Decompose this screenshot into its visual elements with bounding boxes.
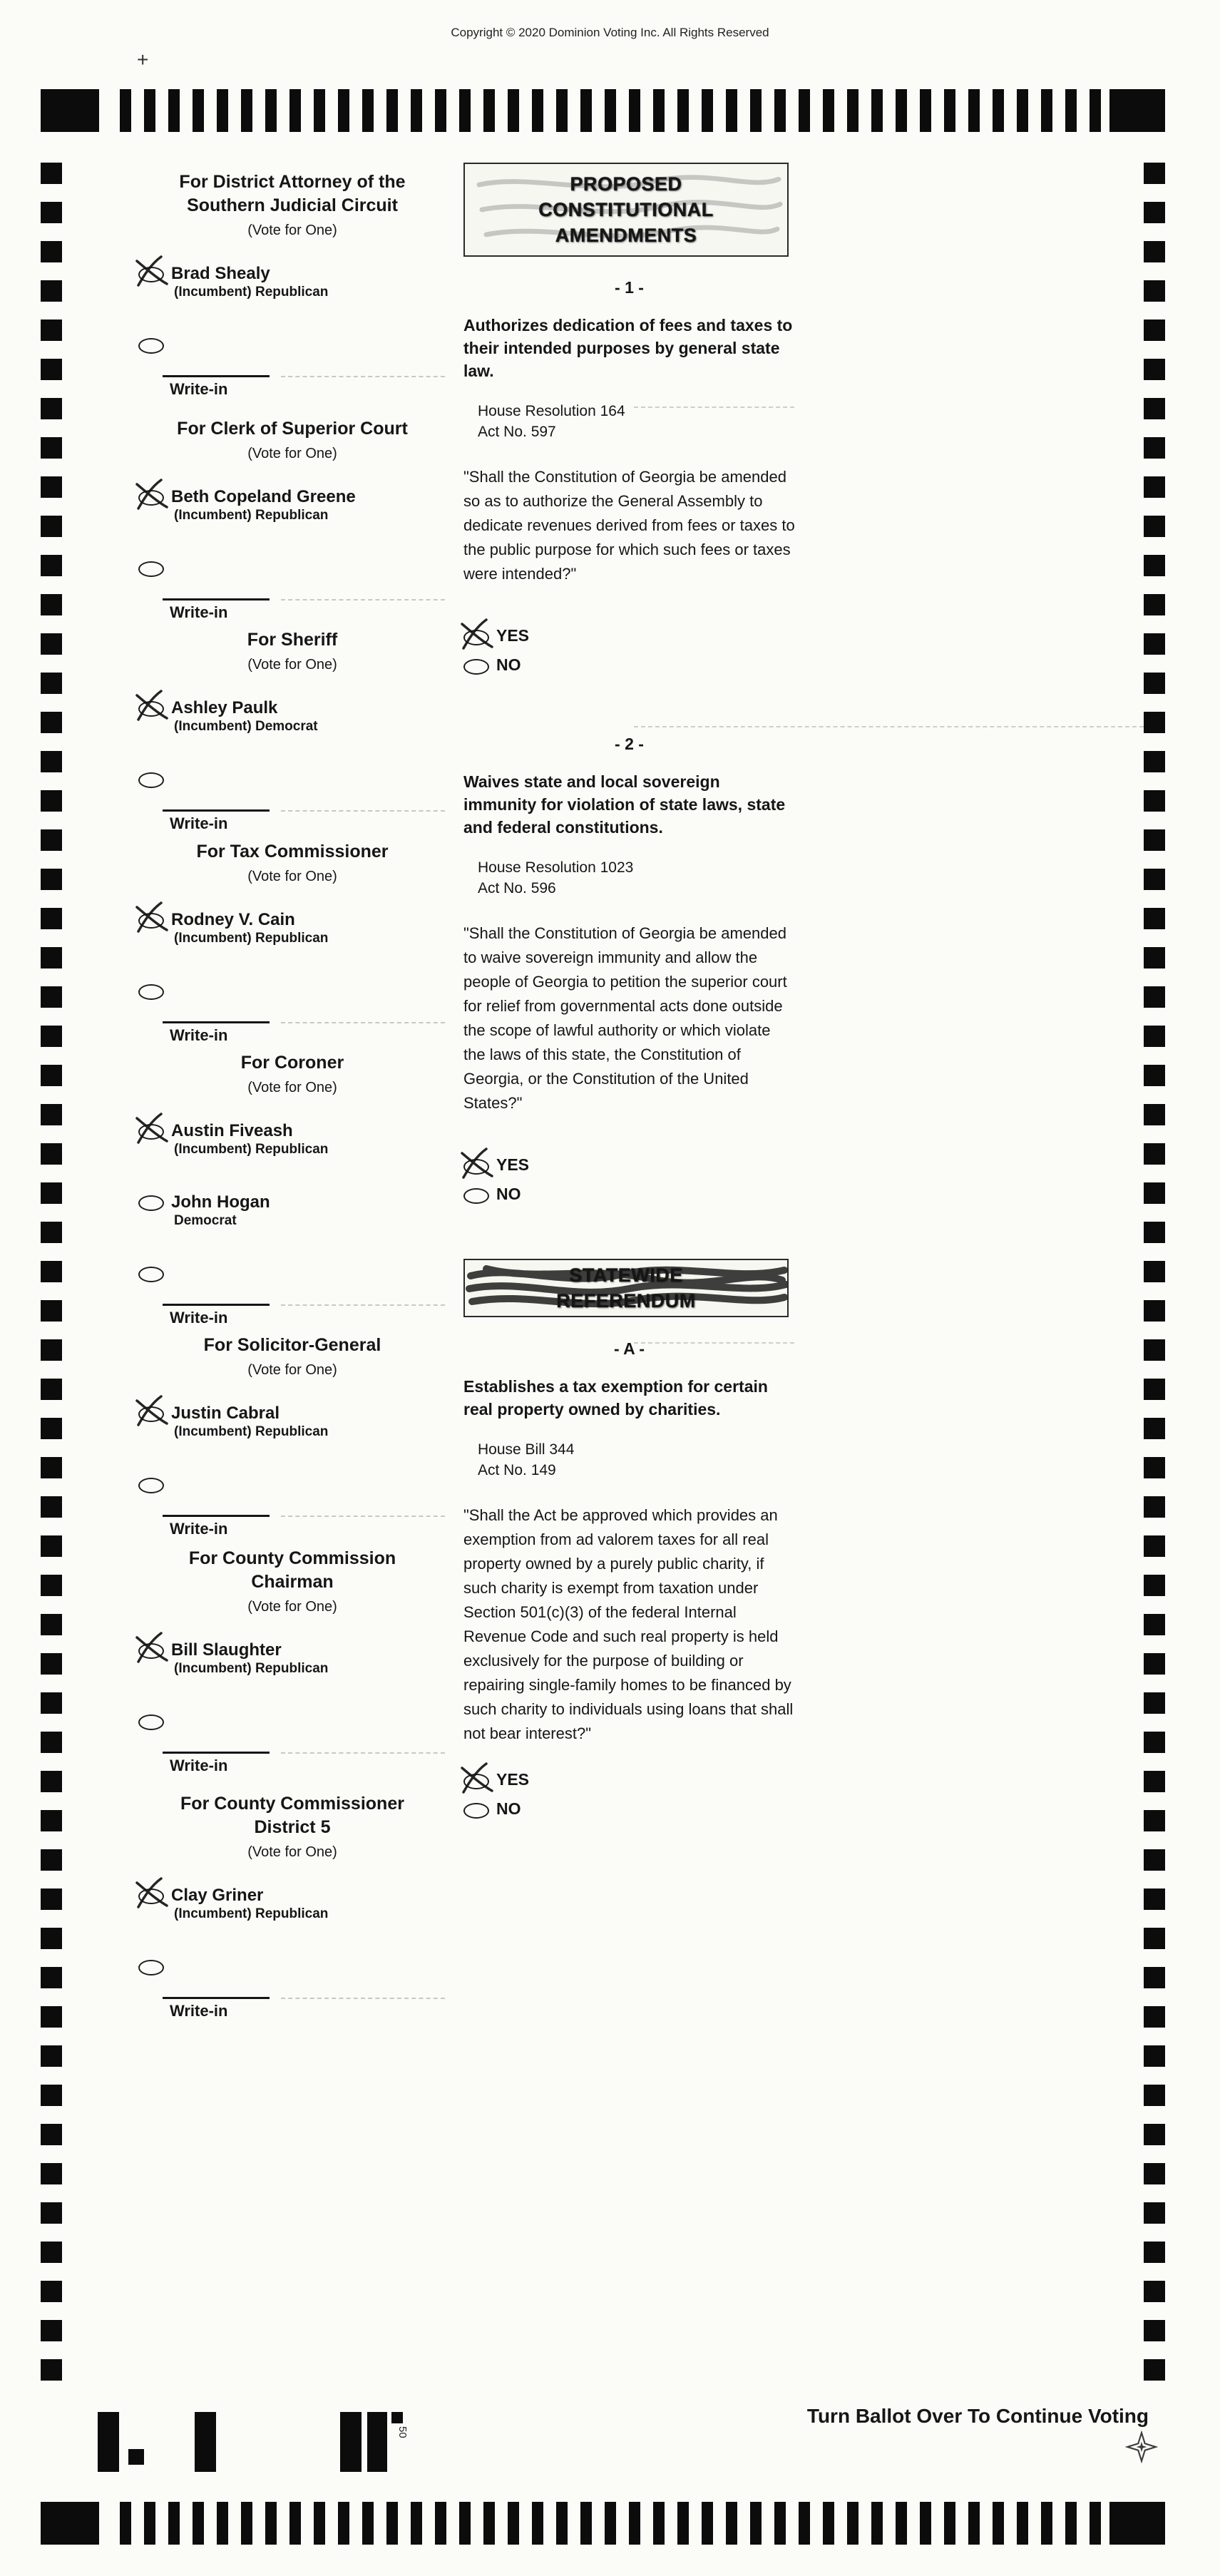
measure-section: [463, 733, 795, 1204]
ballot-oval[interactable]: [463, 659, 489, 675]
oval-wrap: [138, 1195, 164, 1211]
referendum-header-box: [463, 1259, 789, 1317]
ballot-oval[interactable]: [138, 1406, 164, 1422]
oval-wrap: [138, 1406, 164, 1422]
ballot-oval[interactable]: [138, 1960, 164, 1976]
registration-plus-mark: +: [137, 48, 149, 71]
race-title: For Clerk of Superior Court: [177, 419, 408, 439]
candidate-info: [171, 487, 356, 524]
candidate-party: (Incumbent) Democrat: [174, 719, 318, 734]
yes-option[interactable]: [463, 1155, 795, 1175]
race-section: [138, 840, 446, 1064]
candidate-name: Rodney V. Cain: [171, 910, 295, 929]
write-in-label: Write-in: [170, 2002, 228, 2020]
blank-option[interactable]: [138, 981, 446, 1000]
timing-mark-block: [1109, 2502, 1165, 2545]
ballot-oval[interactable]: [138, 913, 164, 929]
bill-line-1: House Resolution 1023: [478, 859, 634, 876]
referendum-header-text: STATEWIDE REFERENDUM: [556, 1264, 696, 1312]
write-in-row[interactable]: [138, 1997, 446, 2040]
ballot-oval[interactable]: [463, 630, 489, 645]
ballot-oval[interactable]: [138, 772, 164, 788]
ballot-oval[interactable]: [138, 338, 164, 354]
race-title: For Tax Commissioner: [196, 842, 389, 862]
blank-option[interactable]: [138, 1264, 446, 1282]
oval-wrap: [138, 490, 164, 506]
candidate-name: Brad Shealy: [171, 264, 270, 283]
ballot-oval[interactable]: [463, 1803, 489, 1819]
measure-question: "Shall the Act be approved which provides an exemption from ad valorem taxes for all real property owned by a purely public charity, if such charity is exempt from taxation under Section 501(c)(3) of the federal Internal Revenue Code and such real property is held exclusively for the purpose of building or repairing single-family homes to be financed by such charity to individuals using loans that shall not bear interest?": [463, 1506, 794, 1742]
vote-instruction: (Vote for One): [247, 1362, 337, 1378]
oval-wrap: [138, 1960, 164, 1976]
ballot-oval[interactable]: [138, 1643, 164, 1659]
timing-mark-strip: [120, 89, 1109, 132]
race-title: For District Attorney of the Southern Judicial Circuit: [179, 172, 406, 215]
oval-wrap: [138, 1124, 164, 1140]
race-section: [138, 1792, 446, 2040]
write-in-label: Write-in: [170, 1309, 228, 1327]
candidate-info: [171, 1886, 328, 1923]
vote-instruction: (Vote for One): [247, 446, 337, 461]
candidate-option[interactable]: [138, 698, 446, 735]
oval-wrap: [463, 1159, 489, 1175]
race-title: For County Commission Chairman: [188, 1548, 396, 1592]
pen-scribble-overlay: [465, 1260, 787, 1316]
candidate-option[interactable]: [138, 487, 446, 524]
timing-mark-column: [41, 163, 62, 2381]
race-title: For Solicitor-General: [203, 1335, 381, 1355]
timing-mark-strip: [120, 2502, 1109, 2545]
blank-option[interactable]: [138, 1475, 446, 1493]
scan-artifact-dashes: [281, 599, 445, 600]
candidate-option[interactable]: [138, 1121, 446, 1158]
measure-number: - 1 -: [615, 278, 644, 297]
measure-summary: Waives state and local sovereign immunity for violation of state laws, state and federal constitutions.: [463, 772, 786, 837]
oval-wrap: [138, 561, 164, 577]
candidate-option[interactable]: [138, 910, 446, 947]
oval-wrap: [138, 1888, 164, 1904]
no-label: NO: [496, 1799, 521, 1818]
measure-question: "Shall the Constitution of Georgia be amended so as to authorize the General Assembly to dedicate revenues derived from fees or taxes to the public purpose for which such fees or taxes were intended?": [463, 468, 795, 583]
race-title: For Sheriff: [247, 630, 338, 650]
scan-artifact-dashes: [281, 1998, 445, 1999]
yes-label: YES: [496, 1155, 530, 1174]
no-label: NO: [496, 655, 521, 674]
oval-wrap: [138, 1714, 164, 1730]
oval-wrap: [138, 772, 164, 788]
ballot-oval[interactable]: [138, 490, 164, 506]
candidate-party: (Incumbent) Republican: [174, 1424, 329, 1439]
oval-wrap: [138, 1643, 164, 1659]
write-in-label: Write-in: [170, 1520, 228, 1538]
oval-wrap: [138, 267, 164, 282]
race-section: [138, 1051, 446, 1346]
candidate-name: Bill Slaughter: [171, 1640, 282, 1660]
scan-artifact-dashes: [281, 1022, 445, 1023]
stub-mark-square: [391, 2412, 403, 2423]
ballot-oval[interactable]: [138, 561, 164, 577]
candidate-option[interactable]: [138, 264, 446, 301]
ballot-oval[interactable]: [138, 1124, 164, 1140]
candidate-party: (Incumbent) Republican: [174, 285, 329, 300]
contests-column: [138, 163, 446, 2231]
candidate-option[interactable]: [138, 1404, 446, 1441]
ballot-oval[interactable]: [138, 1888, 164, 1904]
scan-artifact-dashes: [281, 810, 445, 812]
scan-artifact-line: [634, 726, 1144, 727]
scan-artifact-line: [634, 407, 794, 408]
bill-line-2: Act No. 596: [478, 880, 556, 896]
vote-instruction: (Vote for One): [247, 1599, 337, 1615]
race-section: [138, 628, 446, 852]
scan-artifact-dashes: [281, 1304, 445, 1306]
write-in-row[interactable]: [138, 375, 446, 418]
ink-smudge-overlay: [465, 164, 787, 255]
race-section: [138, 417, 446, 641]
candidate-party: (Incumbent) Republican: [174, 931, 329, 946]
candidate-name: Austin Fiveash: [171, 1121, 293, 1140]
candidate-info: [171, 264, 328, 301]
vote-instruction: (Vote for One): [247, 657, 337, 673]
measure-bill: [463, 857, 795, 899]
candidate-party: (Incumbent) Republican: [174, 1661, 329, 1676]
stub-mark-bar: [98, 2412, 119, 2472]
measure-number: - A -: [613, 1339, 645, 1358]
stub-mark-bar: [195, 2412, 216, 2472]
candidate-name: John Hogan: [171, 1192, 270, 1212]
bill-line-2: Act No. 597: [478, 424, 556, 440]
measure-summary: Establishes a tax exemption for certain real property owned by charities.: [463, 1377, 768, 1419]
vote-instruction: (Vote for One): [247, 869, 337, 884]
ballot-oval[interactable]: [138, 267, 164, 282]
scan-artifact-dashes: [281, 1516, 445, 1517]
timing-mark-block: [41, 89, 99, 132]
timing-mark-block: [41, 2502, 99, 2545]
write-in-line[interactable]: [163, 1304, 270, 1306]
write-in-line[interactable]: [163, 1997, 270, 1999]
amendments-header-text: PROPOSED CONSTITUTIONAL AMENDMENTS: [538, 173, 714, 246]
oval-wrap: [138, 913, 164, 929]
candidate-party: (Incumbent) Republican: [174, 508, 329, 523]
ballot-oval[interactable]: [463, 1188, 489, 1204]
scan-artifact-dashes: [281, 1752, 445, 1754]
candidate-info: [171, 1192, 270, 1230]
measure-number: - 2 -: [615, 735, 644, 753]
no-option[interactable]: [463, 1185, 795, 1204]
bill-line-1: House Resolution 164: [478, 403, 625, 419]
oval-wrap: [138, 984, 164, 1000]
write-in-row[interactable]: [138, 1752, 446, 1794]
ballot-oval[interactable]: [138, 1267, 164, 1282]
ballot-oval[interactable]: [463, 1159, 489, 1175]
stub-mark-bar: [367, 2412, 387, 2472]
measure-section: [463, 277, 795, 675]
ballot-oval[interactable]: [138, 1195, 164, 1211]
measure-question: "Shall the Constitution of Georgia be amended to waive sovereign immunity and allow the people of Georgia to petition the superior court for relief from governmental acts done outside the scope of lawful authority or which violate the laws of this state, the Constitution of Georgia, or the Constitution of the United States?": [463, 924, 787, 1112]
yes-label: YES: [496, 1770, 530, 1789]
yes-label: YES: [496, 626, 530, 645]
candidate-info: [171, 698, 318, 735]
ballot-oval[interactable]: [138, 701, 164, 717]
stub-mark-square: [128, 2449, 144, 2465]
candidate-option[interactable]: [138, 1886, 446, 1923]
bill-line-1: House Bill 344: [478, 1441, 575, 1458]
vote-instruction: (Vote for One): [247, 1844, 337, 1860]
oval-wrap: [463, 1188, 489, 1204]
blank-option[interactable]: [138, 558, 446, 577]
yes-option[interactable]: [463, 626, 795, 645]
oval-wrap: [138, 1267, 164, 1282]
oval-wrap: [463, 1774, 489, 1789]
write-in-label: Write-in: [170, 603, 228, 621]
oval-wrap: [463, 1803, 489, 1819]
scan-artifact-line: [634, 1342, 794, 1344]
timing-mark-column: [1144, 163, 1165, 2381]
write-in-label: Write-in: [170, 814, 228, 832]
vote-instruction: (Vote for One): [247, 1080, 337, 1095]
candidate-info: [171, 910, 328, 947]
candidate-info: [171, 1121, 328, 1158]
registration-crosshair-icon: [1125, 2431, 1158, 2463]
measure-section: [463, 1338, 795, 1819]
bill-line-2: Act No. 149: [478, 1462, 556, 1478]
candidate-option[interactable]: [138, 1640, 446, 1677]
race-title: For Coroner: [240, 1053, 344, 1073]
ballot-oval[interactable]: [138, 1478, 164, 1493]
write-in-line[interactable]: [163, 809, 270, 812]
oval-wrap: [138, 338, 164, 354]
write-in-line[interactable]: [163, 1752, 270, 1754]
yes-option[interactable]: [463, 1770, 795, 1789]
write-in-label: Write-in: [170, 1026, 228, 1044]
candidate-party: (Incumbent) Republican: [174, 1906, 329, 1921]
candidate-name: Clay Griner: [171, 1886, 264, 1905]
ballot-oval[interactable]: [463, 1774, 489, 1789]
turn-ballot-instruction: Turn Ballot Over To Continue Voting: [806, 2405, 1149, 2427]
candidate-name: Ashley Paulk: [171, 698, 278, 717]
candidate-info: [171, 1404, 328, 1441]
no-option[interactable]: [463, 655, 795, 675]
timing-mark-block: [1109, 89, 1165, 132]
candidate-party: (Incumbent) Republican: [174, 1142, 329, 1157]
no-label: NO: [496, 1185, 521, 1203]
write-in-line[interactable]: [163, 1021, 270, 1023]
stub-number: 50: [396, 2426, 409, 2438]
candidate-party: Democrat: [174, 1213, 237, 1228]
candidate-name: Justin Cabral: [171, 1404, 280, 1423]
copyright-text: Copyright © 2020 Dominion Voting Inc. All Rights Reserved: [451, 26, 769, 39]
blank-option[interactable]: [138, 1712, 446, 1730]
no-option[interactable]: [463, 1799, 795, 1819]
measures-column: [463, 163, 795, 2231]
write-in-label: Write-in: [170, 1757, 228, 1774]
stub-mark-bar: [340, 2412, 362, 2472]
write-in-label: Write-in: [170, 380, 228, 398]
blank-option[interactable]: [138, 770, 446, 788]
race-title: For County Commissioner District 5: [180, 1794, 404, 1837]
ballot-oval[interactable]: [138, 984, 164, 1000]
oval-wrap: [463, 659, 489, 675]
write-in-line[interactable]: [163, 1515, 270, 1517]
candidate-option[interactable]: [138, 1192, 446, 1230]
blank-option[interactable]: [138, 335, 446, 354]
candidate-name: Beth Copeland Greene: [171, 487, 356, 506]
oval-wrap: [138, 1478, 164, 1493]
amendments-header-box: [463, 163, 789, 257]
candidate-info: [171, 1640, 328, 1677]
race-section: [138, 170, 446, 418]
scan-artifact-dashes: [281, 376, 445, 377]
vote-instruction: (Vote for One): [247, 223, 337, 238]
measure-bill: [463, 1439, 795, 1481]
oval-wrap: [463, 630, 489, 645]
write-in-line[interactable]: [163, 375, 270, 377]
race-section: [138, 1334, 446, 1558]
oval-wrap: [138, 701, 164, 717]
measure-summary: Authorizes dedication of fees and taxes to their intended purposes by general state law.: [463, 316, 793, 380]
write-in-line[interactable]: [163, 598, 270, 600]
ballot-oval[interactable]: [138, 1714, 164, 1730]
race-section: [138, 1547, 446, 1794]
blank-option[interactable]: [138, 1957, 446, 1976]
